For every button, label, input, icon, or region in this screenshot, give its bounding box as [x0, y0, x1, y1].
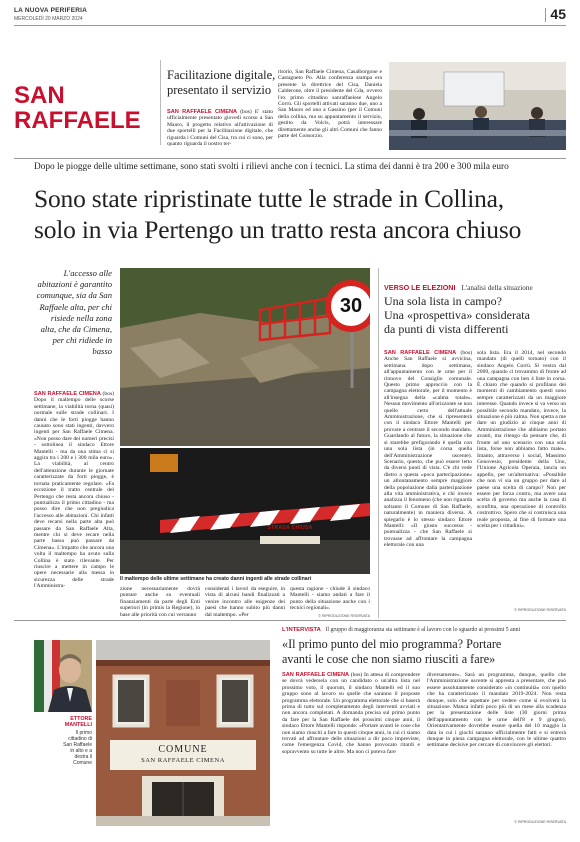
town-hall-sign-line2: SAN RAFFAELE CIMENA [141, 757, 225, 764]
sidebar-kicker [384, 283, 566, 292]
mayor-portrait-svg [34, 640, 92, 712]
interview-dateline: SAN RAFFAELE CIMENA [282, 672, 350, 678]
page-number: 45 [550, 6, 566, 22]
section-title [14, 83, 154, 133]
main-article-text1: Dopo il maltempo delle scorse settimane, la viabilità torna (quasi) normale sulle strade collinari. I danni che le forti piogge hanno causato sono stati ingenti, davvero ingenti per San Raffaele Cimena. «Non posso dare dei numeri precisi - sottolinea il sindaco Ettore Mantelli - ma da una stima ci si aggira tra i 200 e i 300 mila euro». La viabilità, al centro dell'attenzione durante le giornate caratterizzate da forti piogge, è tornata praticamente regolare. «Fa eccezione il tratto centrale del Pertengo che resta ancora chiuso - puntualizza il primo cittadino - ma posso dire che non pregiudica l'accesso alle abitazioni. Chi infatti deve recarsi nella parte alta può passare da San Raffaele Alta, mentre chi si deve recare nella parte bassa può passare da Cimena». L'impatto che ancora una volta il maltempo ha avuto sulla Collina è stato rilevante. Per riuscire a mettere in campo le opere necessarie alla messa in sicurezza delle strade l'Amministra- [34, 397, 114, 590]
interview-text1: In attesa di comprendere se dovrà vedersela con un candidato o un'altra lista nel prossimo voto, il quorum, il sindaco Mantelli ed il suo gruppo sono al lavoro su quelle che saranno il proposte programma elettorale. Un programma elettorale che si baserà prima di tutto sul completamento degli interventi avviati e non ancora completati. A domanda precisa sul primo punto da fare per la San Raffaele dei prossimi cinque anni, il sindaco Ettore Mantelli risponde: «Portare avanti le cose che non siamo riusciti a fare in questi cinque anni, in cui ci siamo trovati ad affrontare delle situazioni a dir poco impreviste, come l'emergenza Covid, che hanno provocato ritardi e sopravvento su tutte le altre. Ma non ci poteva fare [282, 672, 420, 755]
sidebar-copyright: © RIPRODUZIONE RISERVATA [514, 608, 566, 612]
portrait-name-line2: MANTELLI [64, 722, 92, 729]
interview-byline: (bos) [350, 672, 363, 678]
sidebar-headline-line1: Una sola lista in campo? [384, 294, 502, 308]
section-title-line1: SAN [14, 82, 65, 109]
sidebar-dateline: SAN RAFFAELE CIMENA [384, 350, 457, 356]
sidebar-col1 [384, 350, 472, 612]
portrait-name-line1: ETTORE [70, 716, 92, 722]
paper-name: LA NUOVA PERIFERIA [14, 7, 88, 14]
masthead-rule [14, 25, 566, 26]
main-headline-line1: Sono state ripristinate tutte le strade in Collina, [34, 184, 504, 213]
main-article-text3: considerati i lavori da eseguire, in vista di alcuni bandi finalizzati a venire incontro alle esigenze dei paesi che hanno subito più danni dal maltempo. «Per [205, 586, 285, 618]
top-article-byline: (bos) [240, 109, 252, 115]
main-copyright: © RIPRODUZIONE RISERVATA [318, 614, 370, 618]
main-article-col1 [34, 391, 114, 613]
interview-copyright: © RIPRODUZIONE RISERVATA [514, 820, 566, 824]
top-article-col1 [167, 109, 273, 153]
interview-rule [14, 620, 566, 621]
top-rule [14, 158, 566, 159]
main-kicker: Dopo le piogge delle ultime settimane, sono stati svolti i rilievi anche con i tecnici. La stima dei danni è tra 200 e 300 mila euro [34, 162, 509, 172]
interview-headline-line2: avanti le cose che non siamo riusciti a fare» [282, 651, 496, 666]
town-hall-sign-line1: COMUNE [158, 744, 208, 755]
interview-col2 [427, 672, 566, 818]
sidebar-headline-line2: Una «prospettiva» considerata [384, 308, 530, 322]
mayor-portrait [34, 640, 92, 712]
sidebar-divider [378, 268, 379, 618]
interview-col1 [282, 672, 420, 822]
section-title-line2: RAFFAELE [14, 107, 141, 134]
issue-date: MERCOLEDÌ 20 MARZO 2024 [14, 16, 83, 22]
sidebar-kicker-rest: L'analisi della situazione [461, 284, 533, 292]
top-article-dateline: SAN RAFFAELE CIMENA [167, 109, 238, 115]
main-headline-line2: solo in via Pertengo un tratto resta ancora chiuso [34, 215, 522, 244]
barrier-photo [120, 448, 370, 574]
landslide-photo [120, 268, 370, 446]
main-headline [34, 183, 574, 245]
town-hall-photo-svg [96, 640, 270, 826]
barrier-photo-svg [120, 448, 370, 574]
main-article-col3 [205, 586, 285, 619]
main-article-text2: zione necessariamente dovrà puntare anche su eventuali finanziamenti da parte degli Enti superiori (in primis la Regione), in base alle priorità con cui verranno [120, 586, 200, 618]
sidebar-text1: Anche San Raffaele si avvicina, settimana dopo settimana, all'appuntamento con le urne per il rinnovo del Consiglio comunale. Questo primo approccio con la campagna elettorale, per il momento è all'insegna della «calma totale». Nessun movimento all'orizzonte se non quello certo dell'attuale Amministrazione, che si ripresenterà con il sindaco Ettore Mantelli per provare a centrare il secondo mandato. Guardando al futuro, la situazione che si starebbe prefigurando è quella con una sola lista (in corsa quella dell'Amministrazione uscente). Scenario, questo, che può essere letto da diversi punti di vista. C'è chi vede dietro a questa «poca partecipazione» un allontanamento sempre maggiore della popolazione dalla partecipazione alla vita amministrativa, e chi invece analizza il fenomeno (che non riguarda soltanto il Comune di San Raffaele, naturalmente) in maniera diversa. A spiegarlo è lo stesso sindaco Ettore Mantelli: «Il giusto successo - puntualizza - che San Raffaele si trovasse ad affrontare la campagna elettorale con una [384, 356, 472, 549]
masthead [14, 7, 566, 27]
top-headline-line1: Facilitazione digitale, [167, 68, 276, 82]
page-number-divider [545, 8, 546, 22]
main-article-col2 [120, 586, 200, 619]
interview-headline [282, 637, 566, 666]
main-article-col4 [290, 586, 370, 612]
sidebar-headline [384, 294, 566, 336]
main-article-text4: questa ragione - chiude il sindaco Mantelli - siamo andati a fare il punto della situazione anche con i tecnici regionali». [290, 586, 370, 612]
sidebar-kicker-label: VERSO LE ELEZIONI [384, 283, 456, 292]
main-article-dateline: SAN RAFFAELE CIMENA [34, 391, 101, 397]
sidebar-headline-line3: da punti di vista differenti [384, 322, 509, 336]
interview-kicker [282, 627, 566, 633]
interview-headline-line1: «Il primo punto del mio programma? Portare [282, 637, 502, 651]
top-article-text1: E' stato ufficialmente presentato giovedì scorso a San Mauro, il progetto relativo all'attivazione di due sportelli per la Facilitazione digitale, che riguarda i Comuni del Cisa, tra cui ci sono, per quanto riguarda il nostro ter- [167, 109, 273, 148]
top-headline-line2: presentato il servizio [167, 83, 272, 97]
road-closed-sign: STRADA CHIUSA [267, 525, 313, 531]
town-hall-sign [110, 740, 256, 770]
section-divider [160, 60, 161, 145]
interview-kicker-rest: Il gruppo di maggioranza sta settimane è al lavoro con lo sguardo ai prossimi 5 anni [325, 627, 521, 633]
speed-limit-sign [325, 280, 370, 332]
photo-caption: Il maltempo delle ultime settimane ha creato danni ingenti alle strade collinari [120, 576, 312, 582]
top-article-text2: ritorio, San Raffaele Cimena, Casalborgone e Castagneto Po. Alla conferenza stampa era presente la direttrice del Cisa, Daniela Calderone, oltre il presidente del Cda, ovvero l'ex primo cittadino sanraffaelese Angelo Corrù. Gli sportelli attivati saranno due, uno a San Mauro ed uno a Gassino (per il Comuni della collina, ma su appuntamento il servizio, gestito da Volcis, potrà interessare direttamente anche gli altri Comuni che fanno parte del Consorzio. [278, 69, 382, 140]
main-article-byline: (bos) [102, 391, 114, 397]
sidebar-text2: sola lista. Era il 2014, nel secondo mandato (di quelli tornato) con il sindaco Angelo Corrù. Si vestra dal 2009, quando ci trovammo di fronte ad una campagna con ben 4 liste in corsa. È chiaro che quando si profilano dei momenti di cambiamento questi sono sempre caratterizzati da un maggiore interesse. Quando invece si va verso un possibile secondo mandato, invece, la situazione è più calma. Non spetta a me dare un giudizio ai cinque anni di Amministrazione che abbiamo portato avanti, ma ritengo da pensare che, di fronte ad uno scenario con una sola lista, forse non abbiamo fatto male». Intanto, attraverso i social, Massimo Genovesio, presidente della Uno, l'Unione Agricola Operaia, lancia un appello, per un'alternativa: «Possibile che non vi sia un gruppo per dare al paese una scelta di campo? Non per essere per forza contro, ma avere una scelta di governo ma anche la casa di sconfitta, una operazione di controllo costruttivo. Spero che si costruisca una reale proposta, al fine di formare una scelta per i cittadini». [477, 350, 566, 529]
sidebar-byline: (bos) [460, 350, 472, 356]
portrait-caption: Il primo cittadino di San Raffaele in alto e a destra il Comune [63, 730, 92, 766]
town-hall-photo [96, 640, 270, 826]
conference-photo-svg [389, 62, 566, 150]
pull-quote: L'accesso alle abitazioni è garantito comunque, sia da San Raffaele alta, per chi risiede nella zona alta, che da Cimena, per chi ridiede in basso [36, 268, 112, 357]
top-article-col2 [278, 69, 382, 153]
sidebar-col2 [477, 350, 566, 606]
interview-kicker-label: L'INTERVISTA [282, 627, 321, 633]
speed-limit-number: 30 [339, 294, 363, 317]
interview-text2: diversamente». Sarà un programma, dunque, quello che l'Amministrazione uscente si appresta a presentare, che può essere assolutamente considerato «in continuità» con quello che ha caratterizzato il mandato 2019-2024. Non resta dunque, solo che aspettare per vedere come si evolverà la situazione. Manca infatti poco più di un mese alla scadenza per la presentazione delle liste (30 giorni prima dell'appuntamento con le urne dell'8 e 9 giugno). Orientativamente dovrebbe essere quella del 10 maggio la data in cui i giochi saranno ufficialmente fatti e si entrerà dunque in piena campagna elettorale, con le ultime quattro settimane decisive per cercare di convincere gli elettori. [427, 672, 566, 749]
conference-photo [389, 62, 566, 150]
portrait-name [34, 716, 92, 729]
